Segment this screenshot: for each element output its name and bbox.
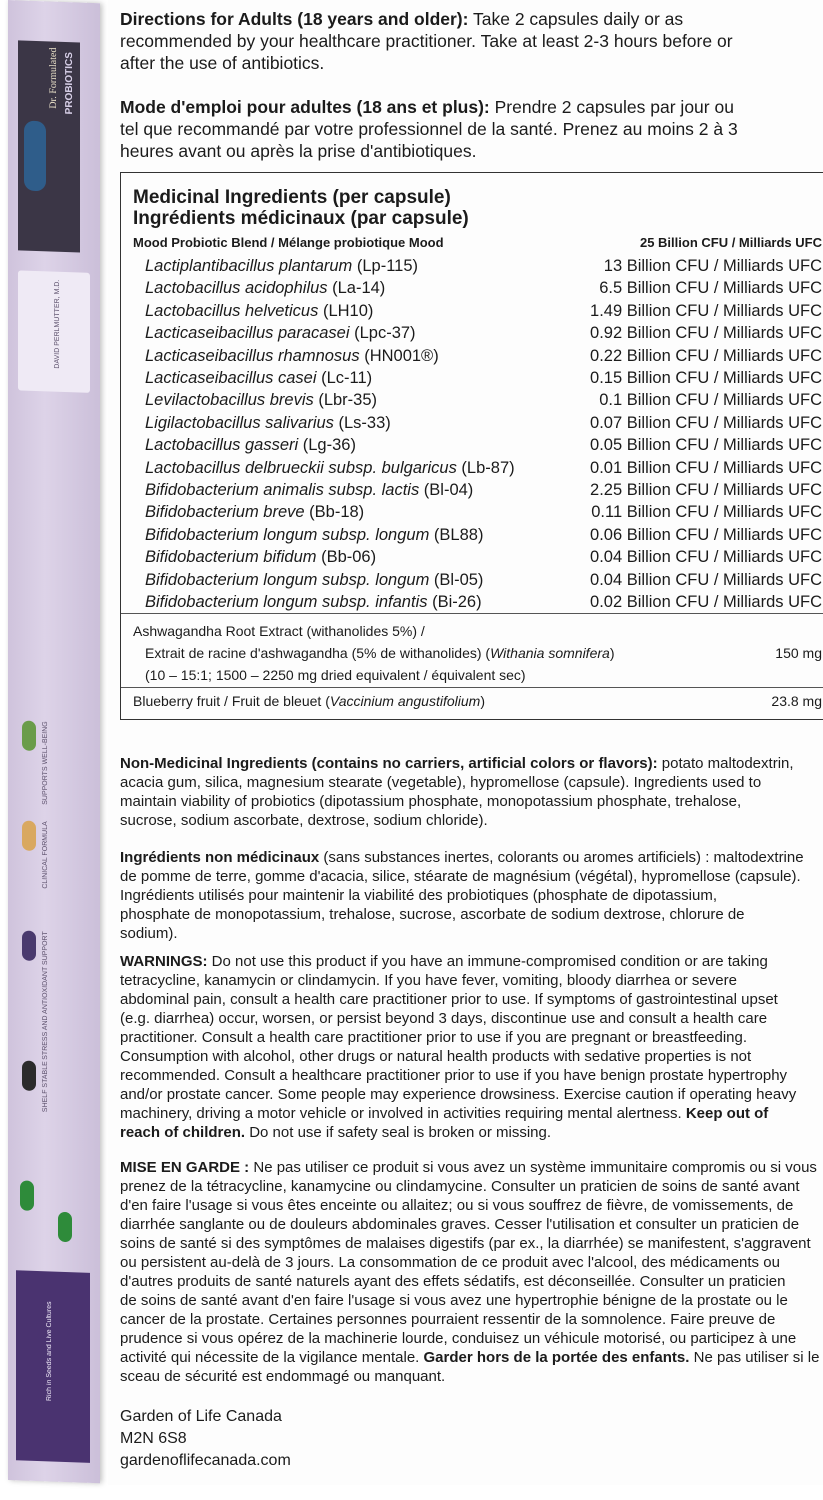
doctor-name: DAVID PERLMUTTER, M.D. — [54, 279, 61, 369]
strain-latin: Lactobacillus helveticus — [145, 301, 319, 320]
mise-en-garde-l11b: Garder hors de la portée des enfants. — [423, 1349, 690, 1366]
strain-latin: Lacticaseibacillus paracasei — [145, 324, 350, 343]
side-bottom-text: Rich in Seeds and Live Cultures — [46, 1301, 53, 1402]
strain-name — [145, 459, 515, 478]
strain-cfu: 1.49 Billion CFU / Milliards UFC — [590, 301, 822, 320]
directions-en — [120, 8, 823, 74]
ashwagandha-latin: Withania somnifera — [490, 645, 610, 661]
strain-row — [145, 324, 822, 346]
strain-row — [145, 593, 822, 615]
blend-label: Mood Probiotic Blend / Mélange probiotique Mood — [133, 235, 444, 250]
ingredients-heading — [133, 187, 469, 229]
strain-row — [145, 347, 822, 369]
strain-name — [145, 324, 416, 343]
warnings-l9a: machinery, driving a motor vehicle or involved in activities requiring mental alertness. — [120, 1105, 686, 1122]
strain-row — [145, 503, 822, 525]
strain-name — [145, 257, 418, 276]
strain-latin: Levilactobacillus brevis — [145, 391, 314, 410]
directions-en-text-2: recommended by your healthcare practitioner. Take at least 2-3 hours before or — [120, 31, 733, 51]
strain-latin: Lactobacillus delbrueckii subsp. bulgaricus — [145, 458, 457, 477]
company-postal: M2N 6S8 — [120, 1430, 187, 1447]
ashwagandha-line-3: (10 – 15:1; 1500 – 2250 mg dried equivalent / équivalent sec) — [145, 667, 526, 683]
strain-code: (Lbr-35) — [313, 391, 378, 410]
strain-latin: Bifidobacterium longum subsp. longum — [145, 570, 430, 589]
strain-name — [145, 391, 377, 410]
strain-cfu: 0.06 Billion CFU / Milliards UFC — [590, 525, 822, 544]
strain-cfu: 0.1 Billion CFU / Milliards UFC — [599, 391, 822, 410]
strain-code: (LH10) — [318, 301, 374, 320]
leaf-icon — [22, 720, 36, 750]
divider — [121, 687, 823, 688]
strain-row — [145, 548, 822, 570]
warnings-l5: practitioner. Consult a health care practitioner prior to use if you are pregnant or breastfeeding. — [120, 1029, 748, 1046]
product-line: PROBIOTICS — [64, 51, 75, 115]
strain-latin: Bifidobacterium longum subsp. infantis — [145, 593, 428, 611]
non-medicinal-en — [120, 754, 823, 830]
non-medicinal-en-l4: sucrose, sodium ascorbate, dextrose, sodium chloride). — [120, 812, 488, 829]
warnings-l10a: reach of children. — [120, 1124, 246, 1141]
brand-band — [18, 40, 80, 252]
strain-name — [145, 369, 372, 388]
mise-en-garde-l8: de soins de santé avant d'en faire l'usage si vous avez une hypertrophie bénigne de la prostate ou le — [120, 1292, 788, 1309]
non-medicinal-fr-l5: sodium). — [120, 925, 178, 942]
strain-name — [145, 526, 483, 545]
blueberry-amount: 23.8 mg — [771, 693, 822, 709]
strain-latin: Bifidobacterium bifidum — [145, 548, 317, 567]
strain-name — [145, 347, 439, 366]
strain-latin: Lactobacillus gasseri — [145, 436, 299, 455]
directions-en-label: Directions for Adults (18 years and older): — [120, 9, 469, 29]
strain-cfu: 0.15 Billion CFU / Milliards UFC — [590, 369, 822, 387]
warnings-en — [120, 952, 823, 1142]
strain-row — [145, 369, 822, 391]
ashwagandha-amount: 150 mg — [775, 645, 822, 661]
warnings-label: WARNINGS: — [120, 953, 208, 970]
strain-name — [145, 481, 473, 500]
warnings-l3: abdominal pain, consult a health care practitioner prior to use. If symptoms of gastrointestinal upset — [120, 991, 778, 1008]
mise-en-garde — [120, 1158, 823, 1386]
mise-en-garde-l4: diarrhée sanglante ou de douleurs abdominales graves. Cesser l'utilisation et consulter un praticien de — [120, 1216, 800, 1233]
strain-latin: Bifidobacterium animalis subsp. lactis — [145, 481, 420, 499]
vegetarian-badge-icon — [58, 1212, 72, 1242]
warnings-l9b: Keep out of — [685, 1105, 769, 1122]
ingredients-heading-fr: Ingrédients médicinaux (par capsule) — [133, 208, 469, 229]
strain-latin: Lacticaseibacillus rhamnosus — [145, 346, 360, 365]
flask-icon — [22, 820, 36, 850]
strain-row — [145, 459, 822, 481]
mise-en-garde-l7: d'autres produits de santé naturels ayant des effets sédatifs, est déconseillée. Consulter un praticien — [120, 1273, 786, 1290]
non-gmo-badge-icon — [20, 1180, 34, 1210]
claim-1: SUPPORTS WELL-BEING — [42, 721, 49, 805]
strain-name — [145, 593, 482, 612]
strain-row — [145, 391, 822, 413]
mise-en-garde-l1: Ne pas utiliser ce produit si vous avez un système immunitaire compromis ou si vous — [249, 1159, 817, 1176]
strain-latin: Ligilactobacillus salivarius — [145, 413, 334, 432]
brand-line: Dr. Formulated — [48, 47, 59, 109]
mise-en-garde-l5: soins de santé si des symptômes de malaises digestifs (par ex., la diarrhée) se manifestent, s'aggravent — [120, 1235, 811, 1252]
strain-row — [145, 436, 822, 458]
strain-row — [145, 526, 822, 548]
non-medicinal-en-l3: maintain viability of probiotics (dipotassium phosphate, monopotassium phosphate, trehalose, — [120, 793, 742, 810]
mise-en-garde-l10: prudence si vous opérez de la machinerie lourde, conduisez un véhicule motorisé, ou participez à une — [120, 1330, 797, 1347]
directions-fr-text-1: Prendre 2 capsules par jour ou — [489, 97, 734, 117]
bottle-icon — [22, 1060, 36, 1090]
blueberry-b: ) — [480, 693, 485, 709]
strain-latin: Lactobacillus acidophilus — [145, 279, 328, 298]
strain-name — [145, 414, 391, 433]
non-medicinal-fr-l3: Ingrédients utilisés pour maintenir la viabilité des probiotiques (phosphate de dipotassium, — [120, 887, 718, 904]
strain-name — [145, 503, 364, 522]
directions-en-text-3: after the use of antibiotics. — [120, 53, 325, 73]
strain-cfu: 0.04 Billion CFU / Milliards UFC — [590, 570, 822, 589]
mise-en-garde-l9: cancer de la prostate. Certaines personnes pourraient ressentir de la somnolence. Faire preuve de — [120, 1311, 776, 1328]
strain-code: (Bb-06) — [316, 548, 377, 567]
non-medicinal-fr-l2: de pomme de terre, gomme d'acacia, silice, stéarate de magnésium (végétal), hypromellose (capsule). — [120, 868, 801, 885]
mise-en-garde-l11a: activité qui nécessite de la vigilance mentale. — [120, 1349, 424, 1366]
warnings-l10b: Do not use if safety seal is broken or missing. — [245, 1124, 552, 1141]
ashwagandha-line-2 — [145, 643, 822, 664]
strain-latin: Bifidobacterium longum subsp. longum — [145, 525, 430, 544]
directions-fr-text-3: heures avant ou après la prise d'antibiotiques. — [120, 141, 477, 161]
strain-code: (BL88) — [429, 525, 484, 544]
strain-code: (Lg-36) — [298, 436, 356, 455]
strain-name — [145, 571, 483, 590]
strain-latin: Lacticaseibacillus casei — [145, 369, 317, 387]
company-block — [120, 1406, 823, 1472]
claim-4: SHELF STABLE — [42, 1061, 49, 1113]
strain-latin: Bifidobacterium breve — [145, 503, 305, 522]
ingredients-heading-en: Medicinal Ingredients (per capsule) — [133, 187, 451, 208]
mise-en-garde-l11c: Ne pas utiliser si le — [689, 1349, 820, 1366]
strain-name — [145, 436, 356, 455]
strain-row — [145, 571, 822, 593]
box-side-panel — [8, 0, 100, 1483]
non-medicinal-fr — [120, 848, 823, 943]
strain-cfu: 0.92 Billion CFU / Milliards UFC — [590, 324, 822, 343]
strain-code: (Bl-04) — [419, 481, 474, 499]
non-medicinal-fr-label: Ingrédients non médicinaux — [120, 849, 320, 866]
blueberry-latin: Vaccinium angustifolium — [329, 693, 481, 709]
warnings-l6: Consumption with alcohol, other drugs or natural health products with sedative properties is not — [120, 1048, 752, 1065]
directions-fr-text-2: tel que recommandé par votre professionnel de la santé. Prenez au moins 2 à 3 — [120, 119, 738, 139]
strain-cfu: 6.5 Billion CFU / Milliards UFC — [599, 279, 822, 298]
strain-row — [145, 414, 822, 436]
divider — [121, 613, 823, 614]
non-medicinal-en-label: Non-Medicinal Ingredients (contains no carriers, artificial colors or flavors): — [120, 755, 658, 772]
doctor-panel — [18, 270, 90, 393]
side-bottom-band — [16, 1270, 90, 1463]
strain-cfu: 13 Billion CFU / Milliards UFC — [603, 257, 822, 275]
strain-code: (Lpc-37) — [349, 324, 416, 343]
strain-code: (Bb-18) — [304, 503, 365, 522]
strain-code: (Bi-26) — [427, 593, 482, 611]
strain-code: (Lp-115) — [352, 257, 419, 275]
strain-code: (Lb-87) — [456, 458, 515, 477]
warnings-l1: Do not use this product if you have an immune-compromised condition or are taking — [207, 953, 768, 970]
claim-2: CLINICAL FORMULA — [42, 821, 49, 889]
strain-code: (HN001®) — [359, 346, 439, 365]
strain-cfu: 0.22 Billion CFU / Milliards UFC — [590, 346, 822, 365]
strain-name — [145, 279, 385, 298]
ashwagandha-line-1: Ashwagandha Root Extract (withanolides 5%) / — [133, 623, 425, 639]
warnings-l8: and/or prostate cancer. Some people may experience drowsiness. Exercise caution if operating heavy — [120, 1086, 797, 1103]
strain-cfu: 0.05 Billion CFU / Milliards UFC — [590, 436, 822, 455]
strain-cfu: 0.04 Billion CFU / Milliards UFC — [590, 548, 822, 567]
garden-of-life-logo-icon — [24, 121, 46, 192]
warnings-l4: (e.g. diarrhea) occur, worsen, or persist beyond 3 days, discontinue use and consult a health care — [120, 1010, 768, 1027]
directions-en-text-1: Take 2 capsules daily or as — [468, 9, 684, 29]
strain-cfu: 0.02 Billion CFU / Milliards UFC — [590, 593, 822, 611]
non-medicinal-en-l1: potato maltodextrin, — [657, 755, 794, 772]
strain-code: (Ls-33) — [333, 413, 391, 432]
ashwagandha-line-2-a: Extrait de racine d'ashwagandha (5% de withanolides) ( — [145, 645, 491, 661]
label-main-panel — [108, 0, 823, 1485]
strain-row — [145, 257, 822, 279]
strain-name — [145, 548, 376, 567]
strain-row — [145, 481, 822, 503]
company-name: Garden of Life Canada — [120, 1408, 282, 1425]
strain-code: (La-14) — [327, 279, 386, 298]
strain-latin: Lactiplantibacillus plantarum — [145, 257, 353, 275]
medicinal-ingredients-box — [120, 172, 823, 720]
mise-en-garde-label: MISE EN GARDE : — [120, 1159, 250, 1176]
strain-code: (Bl-05) — [429, 570, 484, 589]
blueberry-line — [133, 691, 822, 712]
strain-cfu: 2.25 Billion CFU / Milliards UFC — [590, 481, 822, 499]
mise-en-garde-l12: sceau de sécurité est endommagé ou manquant. — [120, 1368, 446, 1385]
blueberry-icon — [22, 930, 36, 960]
strain-name — [145, 302, 373, 321]
strain-row — [145, 302, 822, 324]
mise-en-garde-l3: d'en faire l'usage si vous êtes enceinte ou allaitez; ou si vous souffrez de fièvre, de vomissements, de — [120, 1197, 794, 1214]
strain-code: (Lc-11) — [316, 369, 373, 387]
mise-en-garde-l6: ou persistent au-delà de 3 jours. La consommation de ce produit avec l'alcool, des médicaments ou — [120, 1254, 780, 1271]
warnings-l7: recommended. Consult a healthcare practitioner prior to use if you have benign prostate hypertrophy — [120, 1067, 788, 1084]
blueberry-a: Blueberry fruit / Fruit de bleuet ( — [133, 693, 330, 709]
directions-fr — [120, 96, 823, 162]
non-medicinal-fr-l1: (sans substances inertes, colorants ou aromes artificiels) : maltodextrine — [319, 849, 804, 866]
strain-cfu: 0.07 Billion CFU / Milliards UFC — [590, 413, 822, 432]
strain-cfu: 0.01 Billion CFU / Milliards UFC — [590, 458, 822, 477]
strain-cfu: 0.11 Billion CFU / Milliards UFC — [591, 503, 822, 522]
claim-3: STRESS AND ANTIOXIDANT SUPPORT — [42, 931, 49, 1060]
ashwagandha-line-2-b: ) — [609, 645, 615, 661]
company-website: gardenoflifecanada.com — [120, 1452, 291, 1469]
non-medicinal-fr-l4: phosphate de monopotassium, trehalose, sucrose, ascorbate de sodium dextrose, chlorure de — [120, 906, 745, 923]
blend-cfu: 25 Billion CFU / Milliards UFC — [639, 235, 822, 250]
strain-row — [145, 279, 822, 301]
mise-en-garde-l2: prenez de la tétracycline, kanamycine ou clindamycine. Consulter un praticien de soins de santé avant — [120, 1178, 800, 1195]
warnings-l2: tetracycline, kanamycin or clindamycin. If you have fever, vomiting, bloody diarrhea or severe — [120, 972, 737, 989]
directions-fr-label: Mode d'emploi pour adultes (18 ans et plus): — [120, 97, 490, 117]
non-medicinal-en-l2: acacia gum, silica, magnesium stearate (vegetable), hypromellose (capsule). Ingredients used to — [120, 774, 762, 791]
